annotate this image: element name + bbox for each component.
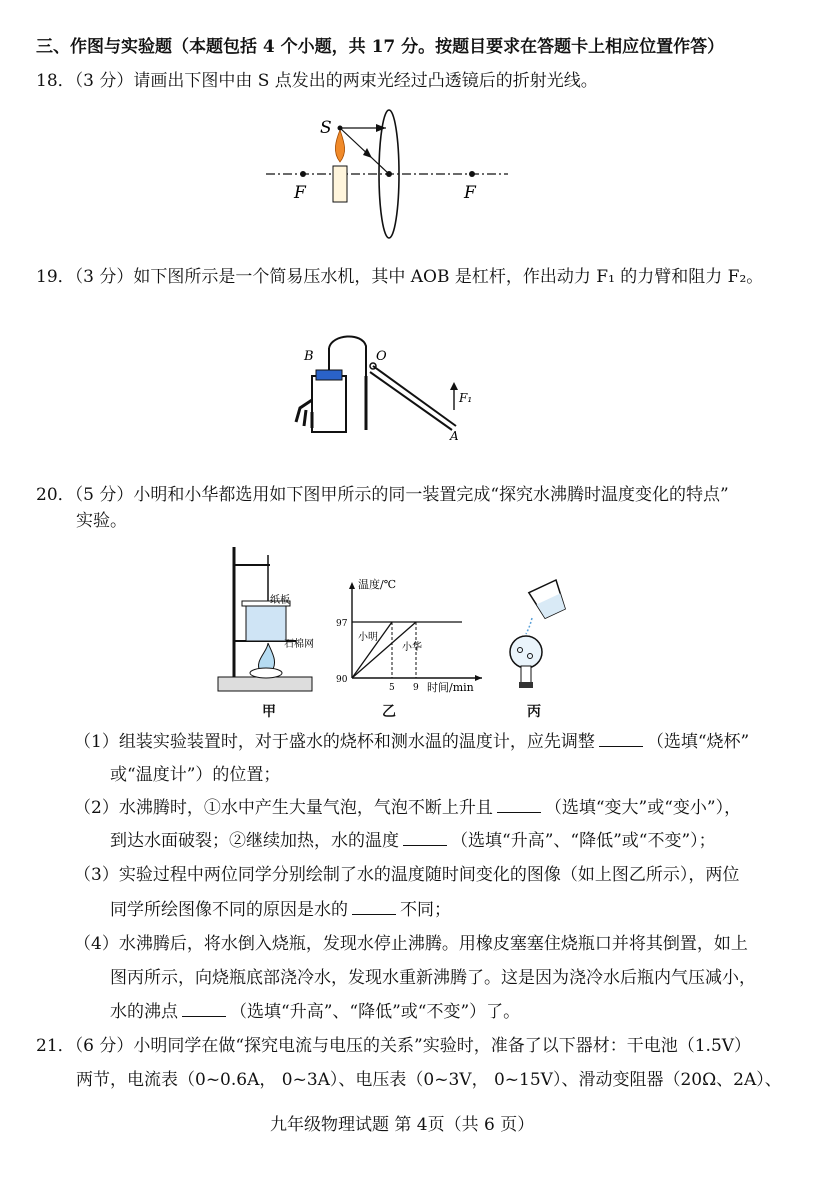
label-s: S bbox=[320, 118, 332, 138]
q20-part1-line2: 或“温度计”）的位置； bbox=[110, 765, 281, 785]
q20-part3-line2: 同学所绘图像不同的原因是水的 不同； bbox=[110, 900, 451, 920]
label-paperboard: 纸板 bbox=[270, 595, 290, 606]
label-b: B bbox=[304, 349, 314, 364]
x-tick-5: 5 bbox=[389, 683, 395, 693]
lever-arm-2 bbox=[370, 372, 452, 430]
rubber-stopper bbox=[519, 682, 533, 688]
answer-blank-3[interactable] bbox=[403, 831, 447, 846]
pump-cylinder bbox=[312, 376, 346, 432]
section-title: 三、作图与实验题（本题包括 4 个小题，共 17 分。按题目要求在答题卡上相应位置作答） bbox=[36, 37, 725, 57]
y-tick-97: 97 bbox=[336, 619, 348, 629]
label-f1: F₁ bbox=[459, 391, 473, 405]
focus-left bbox=[300, 171, 306, 177]
figure-bing-flask bbox=[496, 578, 578, 690]
candle bbox=[333, 166, 347, 202]
label-o: O bbox=[376, 349, 387, 364]
series-label-xiaohua: 小华 bbox=[402, 642, 422, 653]
q20-part3-line1: （3）实验过程中两位同学分别绘制了水的温度随时间变化的图像（如上图乙所示），两位 bbox=[74, 865, 740, 885]
caption-yi: 乙 bbox=[382, 704, 396, 720]
inverted-flask bbox=[510, 636, 542, 668]
q20-part4-line2: 图丙所示，向烧瓶底部浇冷水，发现水重新沸腾了。这是因为浇冷水后瓶内气压减小， bbox=[110, 968, 756, 988]
candle-flame bbox=[335, 130, 344, 162]
alcohol-lamp bbox=[250, 668, 282, 678]
caption-bing: 丙 bbox=[527, 704, 541, 720]
series-xiaoming bbox=[352, 622, 392, 678]
figure-yi-graph bbox=[332, 578, 492, 696]
page-footer: 九年级物理试题 第 4页（共 6 页） bbox=[270, 1115, 535, 1135]
answer-blank-2[interactable] bbox=[497, 798, 541, 813]
pump-spout bbox=[296, 400, 312, 428]
question-18: 18．（3 分）请画出下图中由 S 点发出的两束光经过凸透镜后的折射光线。 bbox=[36, 71, 598, 91]
answer-blank-4[interactable] bbox=[352, 900, 396, 915]
figure-water-pump bbox=[282, 330, 492, 440]
focus-right bbox=[469, 171, 475, 177]
q20-part4-line3: 水的沸点 （选填“升高”、“降低”或“不变”）了。 bbox=[110, 1002, 521, 1022]
graph-xlabel: 时间/min bbox=[427, 681, 474, 694]
label-a: A bbox=[450, 429, 459, 440]
figure-jia-apparatus bbox=[212, 543, 322, 703]
question-21-line2: 两节，电流表（0~0.6A， 0~3A）、电压表（0~3V， 0~15V）、滑动变阻器（20Ω、2A）、 bbox=[76, 1070, 782, 1090]
question-19: 19．（3 分）如下图所示是一个简易压水机，其中 AOB 是杠杆，作出动力 F₁ 的力臂和阻力 F₂。 bbox=[36, 267, 764, 287]
stand-base bbox=[218, 677, 312, 691]
flask-neck bbox=[521, 666, 531, 684]
q20-part2-line1: （2）水沸腾时，①水中产生大量气泡，气泡不断上升且 （选填“变大”或“变小”）， bbox=[74, 798, 742, 818]
q20-part1-line1: （1）组装实验装置时，对于盛水的烧杯和测水温的温度计，应先调整 （选填“烧杯” bbox=[74, 732, 750, 752]
answer-blank-5[interactable] bbox=[182, 1002, 226, 1017]
figure-convex-lens bbox=[262, 108, 512, 242]
alcohol-lamp-flame bbox=[259, 643, 275, 671]
label-f-right: F bbox=[464, 183, 476, 203]
lever-arm-1 bbox=[373, 366, 456, 426]
label-f-left: F bbox=[294, 183, 306, 203]
y-tick-90: 90 bbox=[336, 675, 348, 685]
beaker bbox=[246, 605, 286, 641]
label-asbestos-net: 石棉网 bbox=[284, 639, 314, 650]
q20-part4-line1: （4）水沸腾后，将水倒入烧瓶，发现水停止沸腾。用橡皮塞塞住烧瓶口并将其倒置，如上 bbox=[74, 934, 748, 954]
question-20-line2: 实验。 bbox=[76, 511, 127, 531]
caption-jia: 甲 bbox=[262, 704, 276, 720]
question-21-line1: 21．（6 分）小明同学在做“探究电流与电压的关系”实验时，准备了以下器材：干电池（1.5V） bbox=[36, 1036, 752, 1056]
pump-water bbox=[316, 370, 342, 380]
series-label-xiaoming: 小明 bbox=[358, 632, 378, 643]
x-tick-9: 9 bbox=[413, 683, 419, 693]
question-20-line1: 20．（5 分）小明和小华都选用如下图甲所示的同一装置完成“探究水沸腾时温度变化的特点” bbox=[36, 485, 729, 505]
cold-water-stream bbox=[526, 618, 532, 634]
answer-blank-1[interactable] bbox=[599, 732, 643, 747]
graph-ylabel: 温度/℃ bbox=[358, 578, 397, 591]
q20-part2-line2: 到达水面破裂；②继续加热，水的温度 （选填“升高”、“降低”或“不变”）； bbox=[110, 831, 716, 851]
